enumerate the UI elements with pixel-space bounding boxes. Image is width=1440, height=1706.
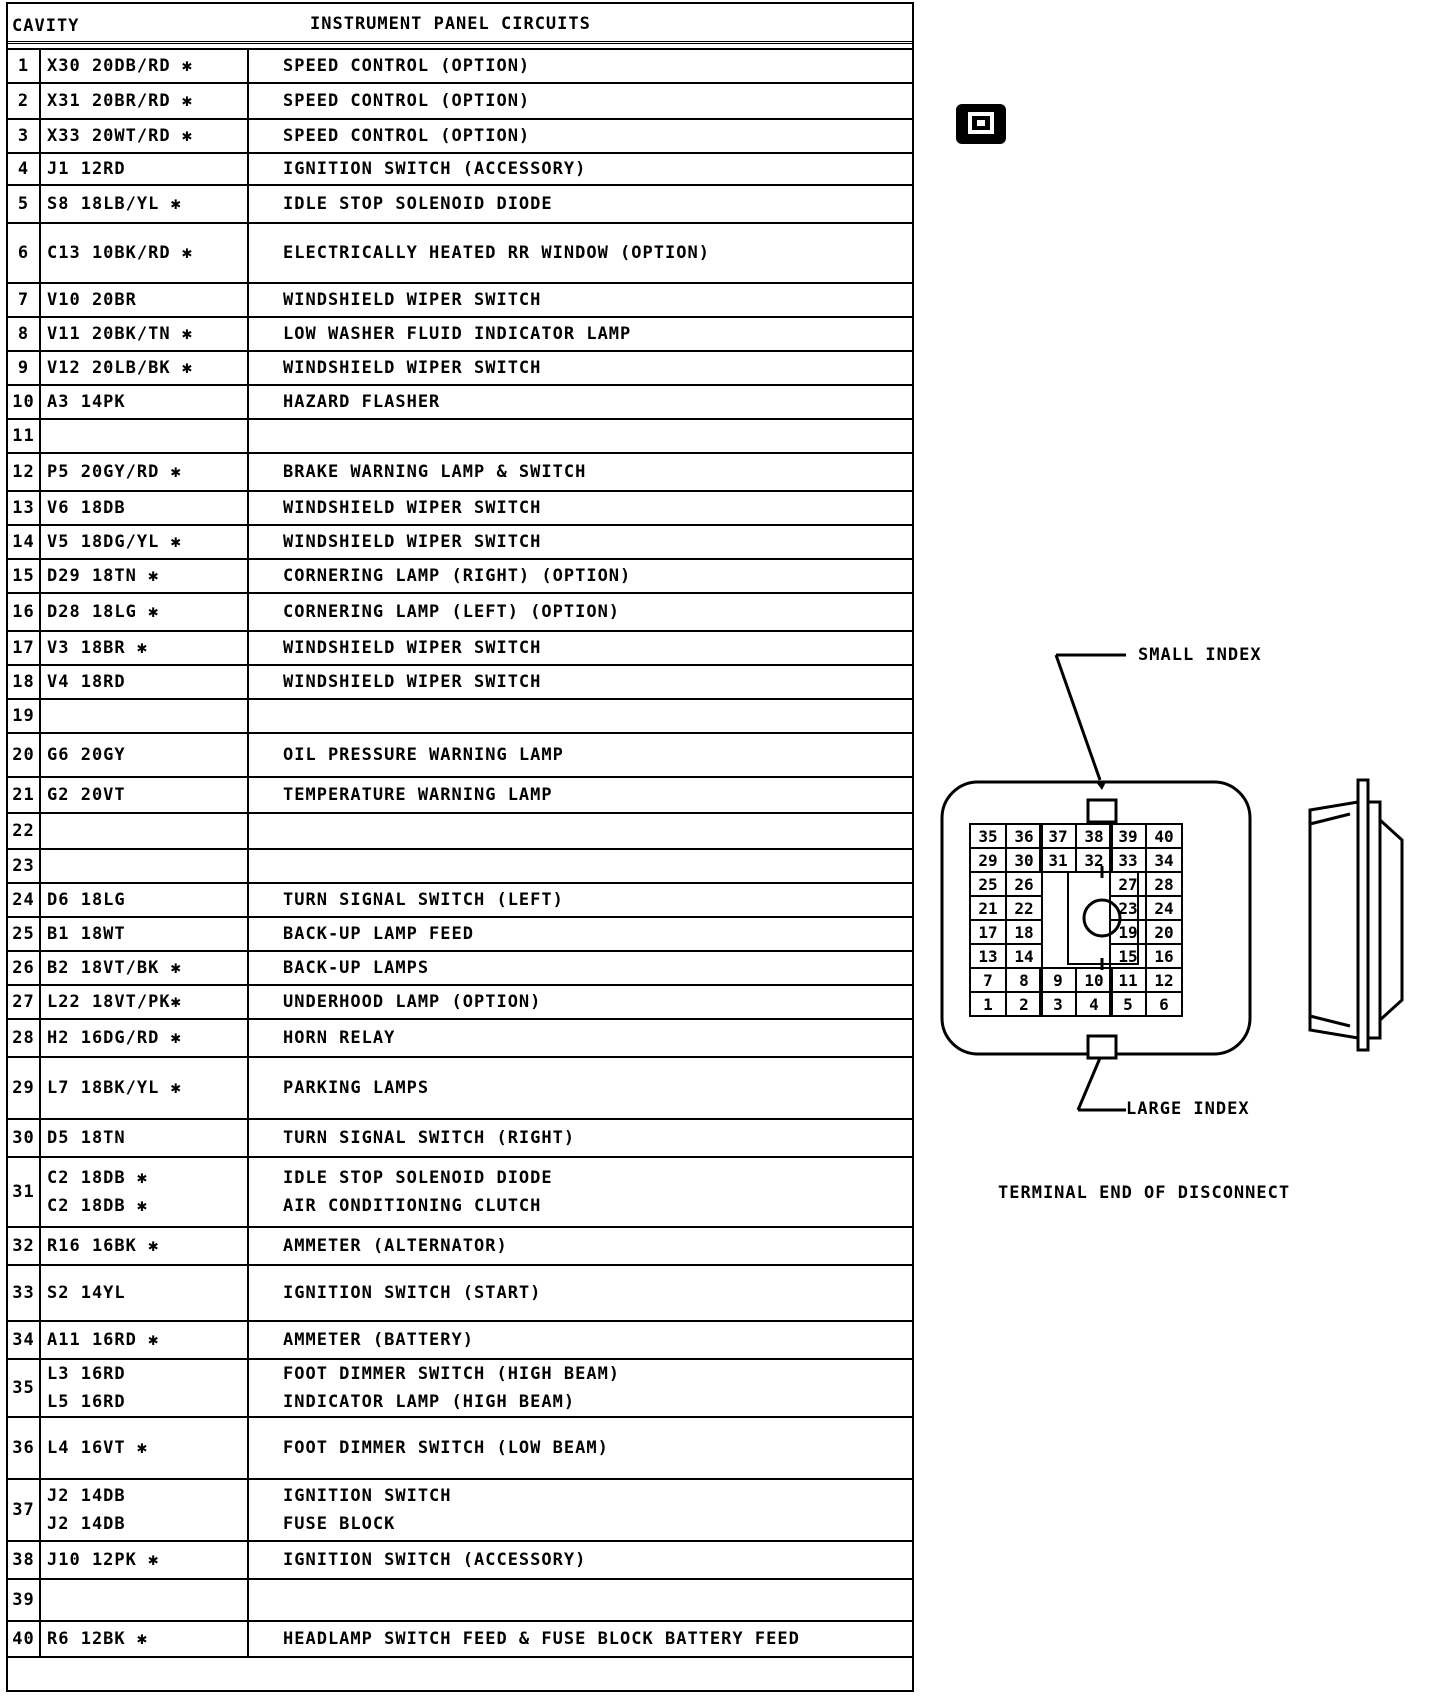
cell-circuit: UNDERHOOD LAMP (OPTION) — [248, 985, 912, 1019]
table-row — [8, 1541, 912, 1579]
cell-cavity: 40 — [8, 1621, 40, 1657]
cell-cavity: 34 — [8, 1321, 40, 1359]
cell-circuit: FOOT DIMMER SWITCH (HIGH BEAM) INDICATOR LAMP (HIGH BEAM) — [248, 1359, 912, 1417]
cell-circuit: HORN RELAY — [248, 1019, 912, 1057]
cell-circuit: IGNITION SWITCH FUSE BLOCK — [248, 1479, 912, 1541]
cell-wire: G2 20VT — [40, 777, 248, 813]
pin-label: 13 — [978, 947, 998, 966]
cell-wire: A3 14PK — [40, 385, 248, 419]
cell-cavity: 6 — [8, 223, 40, 283]
cell-circuit: OIL PRESSURE WARNING LAMP — [248, 733, 912, 777]
table-row — [8, 593, 912, 631]
pin-label: 10 — [1084, 971, 1104, 990]
cell-cavity: 10 — [8, 385, 40, 419]
cell-wire: V3 18BR ✱ — [40, 631, 248, 665]
circuit-table — [8, 48, 912, 1658]
cell-cavity: 26 — [8, 951, 40, 985]
cell-circuit — [248, 699, 912, 733]
table-row — [8, 351, 912, 385]
pin-label: 11 — [1118, 971, 1138, 990]
table-row — [8, 1057, 912, 1119]
table-row — [8, 283, 912, 317]
pin-label: 23 — [1118, 899, 1138, 918]
table-row — [8, 699, 912, 733]
cell-cavity: 24 — [8, 883, 40, 917]
cell-cavity: 28 — [8, 1019, 40, 1057]
pin-label: 15 — [1118, 947, 1138, 966]
table-row — [8, 951, 912, 985]
table-row — [8, 385, 912, 419]
pin-label: 4 — [1089, 995, 1099, 1014]
cell-wire: A11 16RD ✱ — [40, 1321, 248, 1359]
table-row — [8, 525, 912, 559]
pin-label: 22 — [1014, 899, 1034, 918]
cell-cavity: 15 — [8, 559, 40, 593]
table-row — [8, 883, 912, 917]
table-row — [8, 119, 912, 153]
cell-circuit: WINDSHIELD WIPER SWITCH — [248, 525, 912, 559]
table-row — [8, 985, 912, 1019]
cell-cavity: 30 — [8, 1119, 40, 1157]
cell-wire: C13 10BK/RD ✱ — [40, 223, 248, 283]
table-row — [8, 777, 912, 813]
cell-wire: S2 14YL — [40, 1265, 248, 1321]
cell-circuit: CORNERING LAMP (LEFT) (OPTION) — [248, 593, 912, 631]
cell-wire: D6 18LG — [40, 883, 248, 917]
connector-diagram — [930, 640, 1430, 1140]
pin-label: 31 — [1048, 851, 1068, 870]
cell-circuit: BRAKE WARNING LAMP & SWITCH — [248, 453, 912, 491]
cell-wire — [40, 849, 248, 883]
cell-wire: D29 18TN ✱ — [40, 559, 248, 593]
cell-circuit: IDLE STOP SOLENOID DIODE AIR CONDITIONING CLUTCH — [248, 1157, 912, 1227]
pin-label: 27 — [1118, 875, 1138, 894]
cell-circuit: ELECTRICALLY HEATED RR WINDOW (OPTION) — [248, 223, 912, 283]
cell-wire: V6 18DB — [40, 491, 248, 525]
cell-wire: R16 16BK ✱ — [40, 1227, 248, 1265]
cell-wire: V12 20LB/BK ✱ — [40, 351, 248, 385]
pin-label: 36 — [1014, 827, 1034, 846]
circuit-table-sheet — [6, 2, 914, 1692]
cell-wire: V4 18RD — [40, 665, 248, 699]
cell-cavity: 7 — [8, 283, 40, 317]
cell-cavity: 20 — [8, 733, 40, 777]
cell-cavity: 13 — [8, 491, 40, 525]
table-row — [8, 153, 912, 185]
table-row — [8, 733, 912, 777]
cell-cavity: 39 — [8, 1579, 40, 1621]
cell-wire: V11 20BK/TN ✱ — [40, 317, 248, 351]
pin-label: 34 — [1154, 851, 1174, 870]
cell-circuit: WINDSHIELD WIPER SWITCH — [248, 351, 912, 385]
table-row — [8, 419, 912, 453]
pin-label: 35 — [978, 827, 998, 846]
cell-wire: D28 18LG ✱ — [40, 593, 248, 631]
cell-cavity: 9 — [8, 351, 40, 385]
table-row — [8, 665, 912, 699]
cell-circuit — [248, 419, 912, 453]
pin-label: 12 — [1154, 971, 1174, 990]
cell-circuit: WINDSHIELD WIPER SWITCH — [248, 665, 912, 699]
pin-label: 8 — [1019, 971, 1029, 990]
cell-cavity: 11 — [8, 419, 40, 453]
cell-circuit: BACK-UP LAMPS — [248, 951, 912, 985]
cell-cavity: 27 — [8, 985, 40, 1019]
table-row — [8, 491, 912, 525]
cell-wire: L22 18VT/PK✱ — [40, 985, 248, 1019]
cell-cavity: 22 — [8, 813, 40, 849]
pin-label: 21 — [978, 899, 998, 918]
cell-circuit: HAZARD FLASHER — [248, 385, 912, 419]
cell-wire: G6 20GY — [40, 733, 248, 777]
cell-circuit: WINDSHIELD WIPER SWITCH — [248, 631, 912, 665]
table-row — [8, 1621, 912, 1657]
table-row — [8, 83, 912, 119]
cell-circuit: IGNITION SWITCH (ACCESSORY) — [248, 1541, 912, 1579]
cell-cavity: 14 — [8, 525, 40, 559]
large-index-label: LARGE INDEX — [1126, 1099, 1250, 1119]
cell-wire — [40, 699, 248, 733]
cell-wire: V10 20BR — [40, 283, 248, 317]
cell-circuit: TURN SIGNAL SWITCH (RIGHT) — [248, 1119, 912, 1157]
cell-circuit: FOOT DIMMER SWITCH (LOW BEAM) — [248, 1417, 912, 1479]
cell-wire: C2 18DB ✱ C2 18DB ✱ — [40, 1157, 248, 1227]
pin-label: 17 — [978, 923, 998, 942]
cell-circuit: IDLE STOP SOLENOID DIODE — [248, 185, 912, 223]
cell-cavity: 32 — [8, 1227, 40, 1265]
cell-cavity: 36 — [8, 1417, 40, 1479]
cell-wire: L7 18BK/YL ✱ — [40, 1057, 248, 1119]
pin-label: 20 — [1154, 923, 1174, 942]
pin-label: 33 — [1118, 851, 1138, 870]
pin-label: 19 — [1118, 923, 1138, 942]
table-title: INSTRUMENT PANEL CIRCUITS — [310, 14, 591, 34]
cell-cavity: 37 — [8, 1479, 40, 1541]
table-row — [8, 1157, 912, 1227]
table-row — [8, 1019, 912, 1057]
table-row — [8, 631, 912, 665]
table-row — [8, 1417, 912, 1479]
cell-cavity: 5 — [8, 185, 40, 223]
table-row — [8, 1579, 912, 1621]
pin-label: 39 — [1118, 827, 1138, 846]
cell-wire: V5 18DG/YL ✱ — [40, 525, 248, 559]
pin-label: 37 — [1048, 827, 1068, 846]
cell-cavity: 35 — [8, 1359, 40, 1417]
pin-label: 29 — [978, 851, 998, 870]
cell-wire: X30 20DB/RD ✱ — [40, 49, 248, 83]
pin-label: 40 — [1154, 827, 1174, 846]
cell-cavity: 33 — [8, 1265, 40, 1321]
table-row — [8, 1359, 912, 1417]
cell-circuit: AMMETER (BATTERY) — [248, 1321, 912, 1359]
table-row — [8, 223, 912, 283]
table-row — [8, 453, 912, 491]
cell-wire: P5 20GY/RD ✱ — [40, 453, 248, 491]
table-row — [8, 1265, 912, 1321]
cell-cavity: 29 — [8, 1057, 40, 1119]
cell-cavity: 25 — [8, 917, 40, 951]
cell-wire: J1 12RD — [40, 153, 248, 185]
cell-cavity: 4 — [8, 153, 40, 185]
cell-wire: H2 16DG/RD ✱ — [40, 1019, 248, 1057]
cavity-column-label: CAVITY — [12, 16, 80, 36]
cell-circuit: HEADLAMP SWITCH FEED & FUSE BLOCK BATTERY FEED — [248, 1621, 912, 1657]
cell-wire — [40, 813, 248, 849]
pin-label: 9 — [1053, 971, 1063, 990]
cell-circuit: IGNITION SWITCH (START) — [248, 1265, 912, 1321]
cell-cavity: 8 — [8, 317, 40, 351]
pin-label: 5 — [1123, 995, 1133, 1014]
pin-label: 18 — [1014, 923, 1034, 942]
table-row — [8, 1321, 912, 1359]
cell-circuit: WINDSHIELD WIPER SWITCH — [248, 491, 912, 525]
table-row — [8, 185, 912, 223]
pin-label: 7 — [983, 971, 993, 990]
cell-cavity: 3 — [8, 119, 40, 153]
pin-label: 14 — [1014, 947, 1034, 966]
cell-circuit: CORNERING LAMP (RIGHT) (OPTION) — [248, 559, 912, 593]
table-row — [8, 1119, 912, 1157]
table-row — [8, 49, 912, 83]
table-row — [8, 813, 912, 849]
table-row — [8, 917, 912, 951]
cell-circuit: WINDSHIELD WIPER SWITCH — [248, 283, 912, 317]
table-row — [8, 849, 912, 883]
cell-cavity: 1 — [8, 49, 40, 83]
cell-wire — [40, 419, 248, 453]
pin-label: 30 — [1014, 851, 1034, 870]
pin-label: 38 — [1084, 827, 1104, 846]
cell-wire: S8 18LB/YL ✱ — [40, 185, 248, 223]
cell-cavity: 2 — [8, 83, 40, 119]
cell-circuit — [248, 813, 912, 849]
cell-wire: B1 18WT — [40, 917, 248, 951]
cell-circuit: TURN SIGNAL SWITCH (LEFT) — [248, 883, 912, 917]
cell-wire: R6 12BK ✱ — [40, 1621, 248, 1657]
cell-circuit: AMMETER (ALTERNATOR) — [248, 1227, 912, 1265]
pin-label: 25 — [978, 875, 998, 894]
cell-cavity: 31 — [8, 1157, 40, 1227]
cell-wire — [40, 1579, 248, 1621]
connector-panel — [930, 0, 1430, 1700]
cell-cavity: 38 — [8, 1541, 40, 1579]
cell-wire: L4 16VT ✱ — [40, 1417, 248, 1479]
cell-wire: J2 14DB J2 14DB — [40, 1479, 248, 1541]
pin-label: 2 — [1019, 995, 1029, 1014]
cell-wire: D5 18TN — [40, 1119, 248, 1157]
cell-wire: X31 20BR/RD ✱ — [40, 83, 248, 119]
cell-cavity: 18 — [8, 665, 40, 699]
cell-circuit — [248, 1579, 912, 1621]
table-row — [8, 1479, 912, 1541]
cell-wire: L3 16RD L5 16RD — [40, 1359, 248, 1417]
cell-cavity: 23 — [8, 849, 40, 883]
table-row — [8, 317, 912, 351]
pin-label: 26 — [1014, 875, 1034, 894]
cell-circuit — [248, 849, 912, 883]
cell-circuit: SPEED CONTROL (OPTION) — [248, 119, 912, 153]
cell-circuit: TEMPERATURE WARNING LAMP — [248, 777, 912, 813]
table-header — [8, 4, 912, 44]
cell-wire: B2 18VT/BK ✱ — [40, 951, 248, 985]
cell-cavity: 19 — [8, 699, 40, 733]
table-row — [8, 559, 912, 593]
pin-label: 28 — [1154, 875, 1174, 894]
cell-cavity: 21 — [8, 777, 40, 813]
cell-cavity: 12 — [8, 453, 40, 491]
pin-label: 24 — [1154, 899, 1174, 918]
table-row — [8, 1227, 912, 1265]
connector-caption: TERMINAL END OF DISCONNECT — [998, 1183, 1291, 1203]
cell-cavity: 16 — [8, 593, 40, 631]
cell-circuit: PARKING LAMPS — [248, 1057, 912, 1119]
cell-circuit: BACK-UP LAMP FEED — [248, 917, 912, 951]
cell-circuit: SPEED CONTROL (OPTION) — [248, 83, 912, 119]
cell-cavity: 17 — [8, 631, 40, 665]
small-index-label: SMALL INDEX — [1138, 645, 1262, 665]
connector-symbol-icon — [954, 102, 1008, 146]
pin-label: 32 — [1084, 851, 1104, 870]
pin-label: 3 — [1053, 995, 1063, 1014]
cell-wire: X33 20WT/RD ✱ — [40, 119, 248, 153]
cell-wire: J10 12PK ✱ — [40, 1541, 248, 1579]
cell-circuit: LOW WASHER FLUID INDICATOR LAMP — [248, 317, 912, 351]
pin-label: 16 — [1154, 947, 1174, 966]
pin-label: 6 — [1159, 995, 1169, 1014]
cell-circuit: SPEED CONTROL (OPTION) — [248, 49, 912, 83]
pin-label: 1 — [983, 995, 993, 1014]
cell-circuit: IGNITION SWITCH (ACCESSORY) — [248, 153, 912, 185]
